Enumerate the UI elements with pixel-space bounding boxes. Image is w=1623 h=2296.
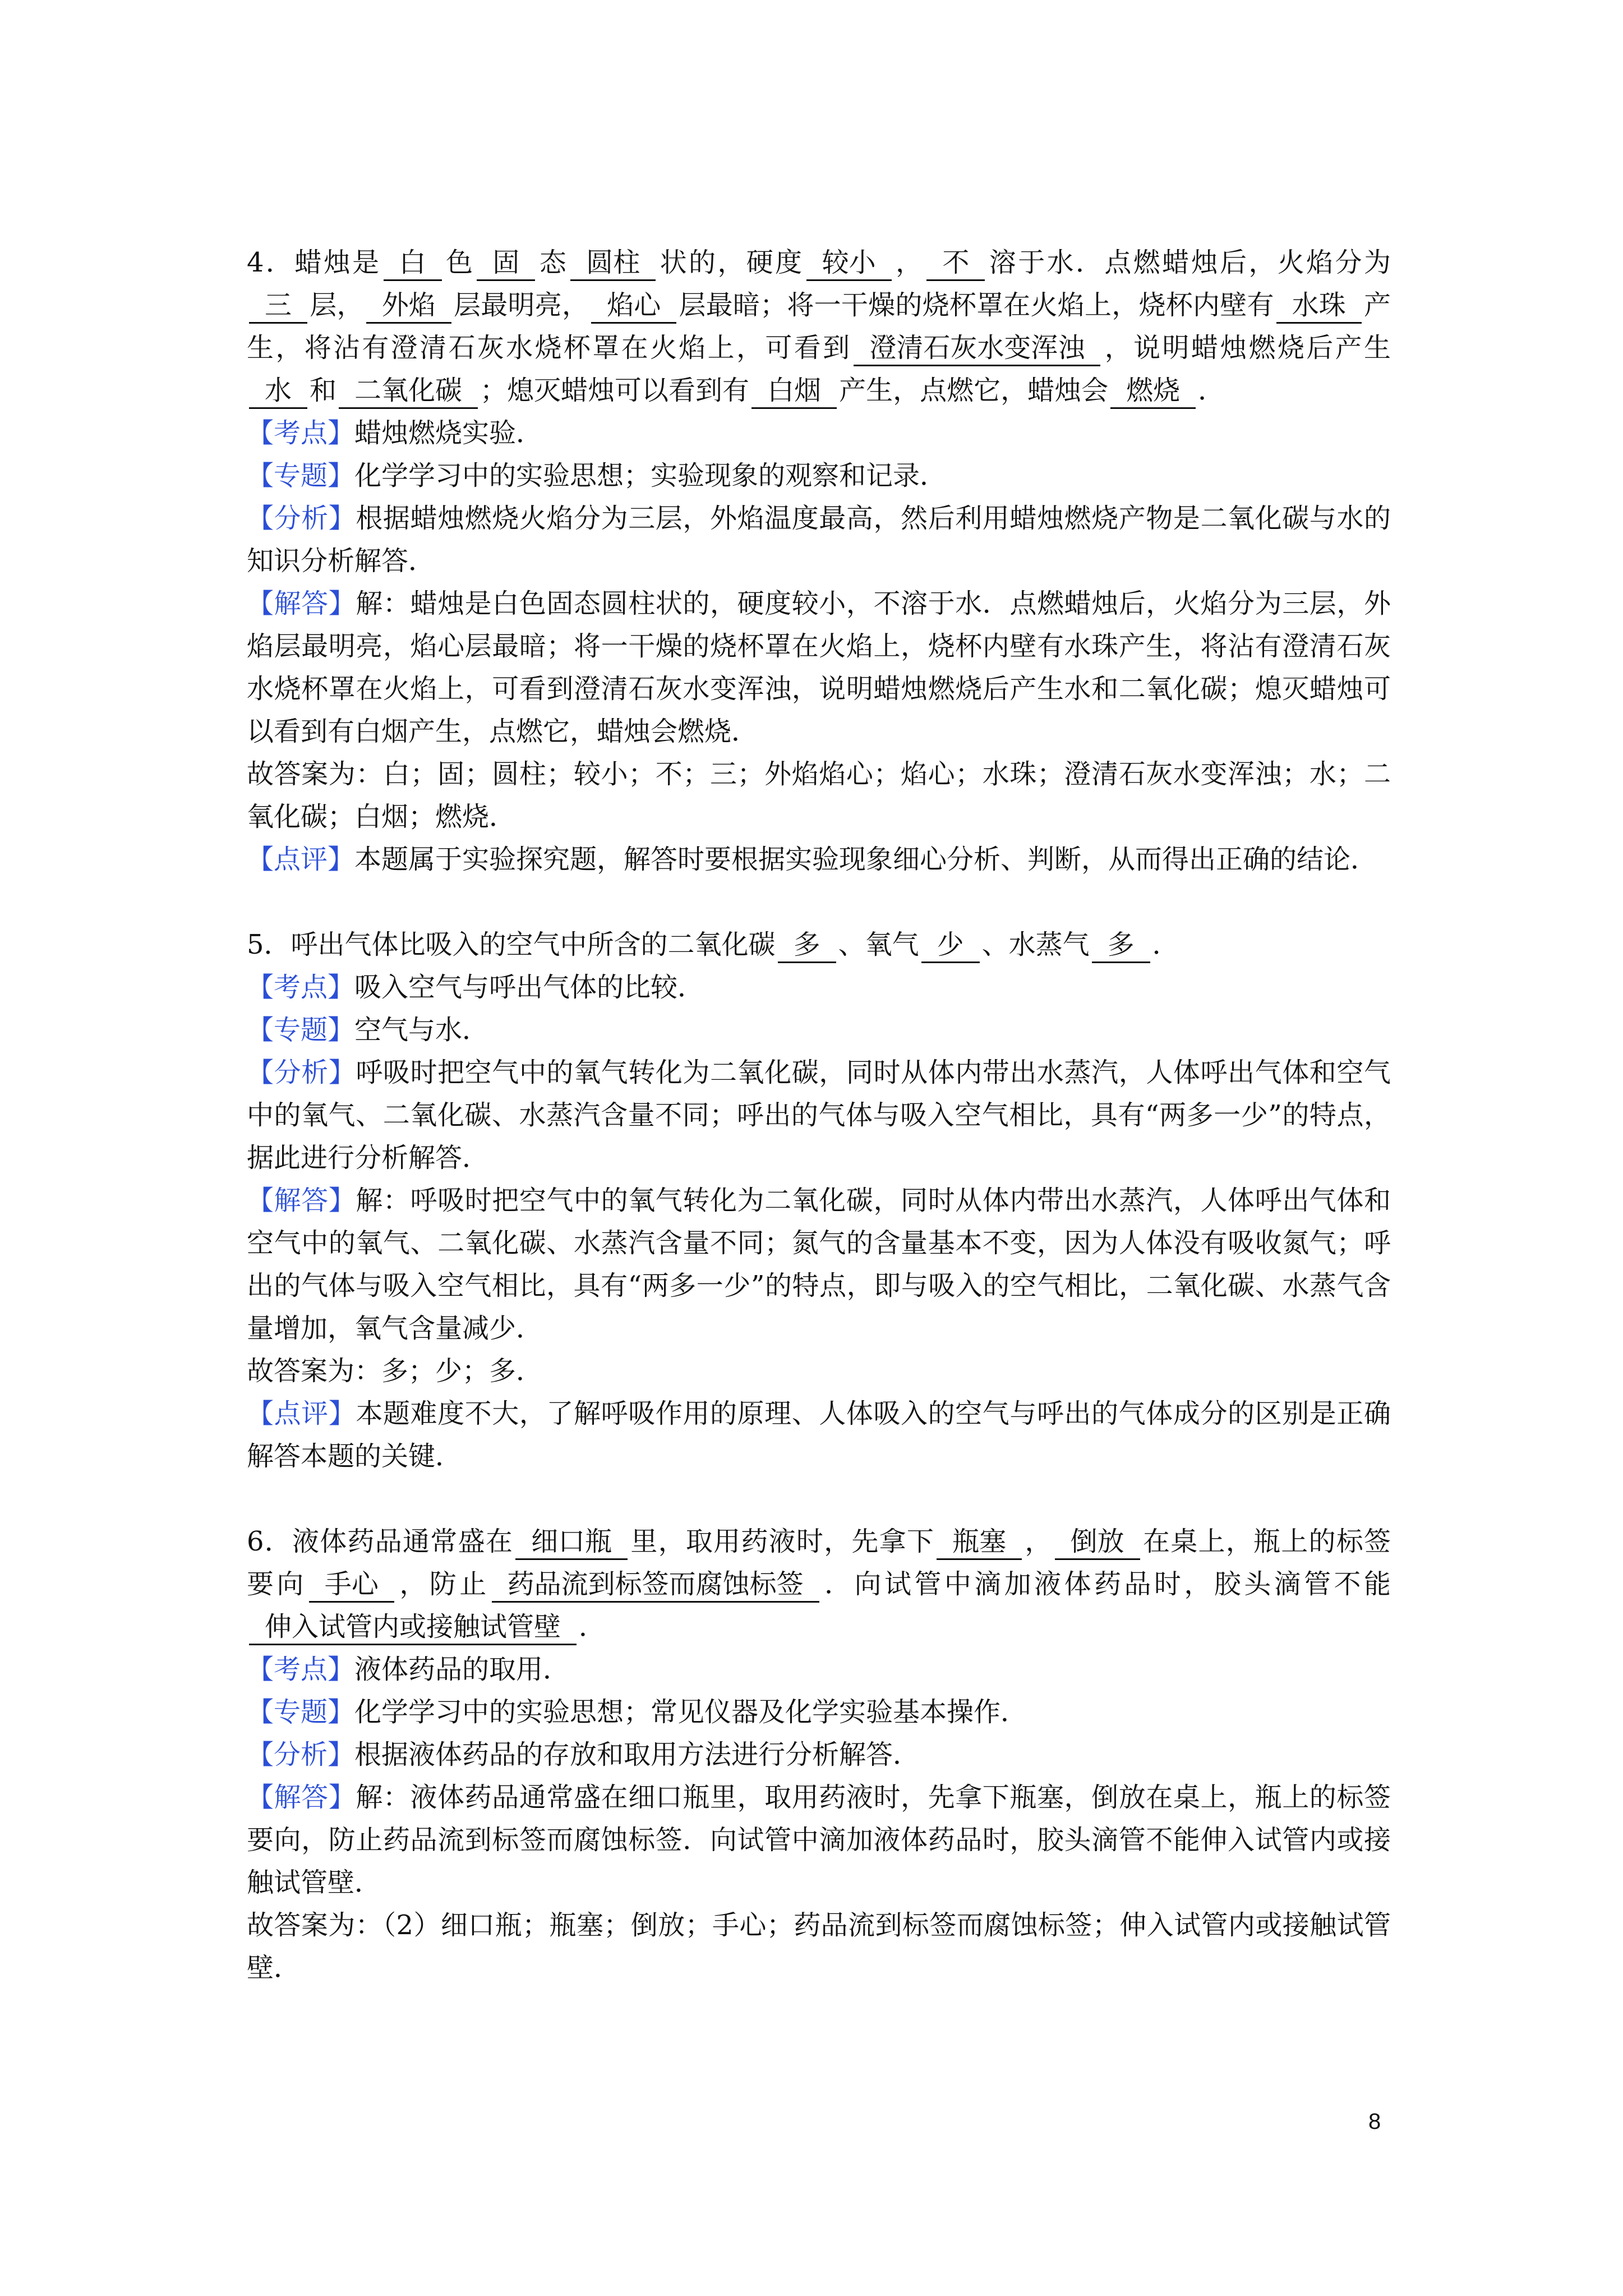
stem-text: 、水蒸气 (981, 929, 1090, 960)
answer-blank: 瓶塞 (937, 1525, 1022, 1560)
stem-text: 、氧气 (838, 929, 919, 960)
question-4 (247, 241, 1391, 881)
page-number: 8 (1368, 2109, 1381, 2134)
question-4-stem (247, 241, 1391, 412)
zhuanti-text: 化学学习中的实验思想；实验现象的观察和记录． (354, 460, 947, 491)
answer-blank: 二氧化碳 (339, 374, 478, 409)
dianping-line (247, 838, 1391, 881)
answer-blank: 倒放 (1055, 1525, 1140, 1560)
question-number: 4． (247, 247, 295, 278)
question-5-stem (247, 923, 1391, 966)
answer-blank: 焰心 (591, 288, 676, 324)
dianping-text: 本题属于实验探究题，解答时要根据实验现象细心分析、判断，从而得出正确的结论． (354, 844, 1378, 875)
stem-text: 液体药品通常盛在 (292, 1526, 514, 1557)
answer-line: 故答案为：（2）细口瓶；瓶塞；倒放；手心；药品流到标签而腐蚀标签；伸入试管内或接触试管壁． (247, 1910, 1391, 1984)
jieda-text: 解：蜡烛是白色固态圆柱状的，硬度较小，不溶于水．点燃蜡烛后，火焰分为三层，外焰层最明亮，焰心层最暗；将一干燥的烧杯罩在火焰上，烧杯内壁有水珠产生，将沾有澄清石灰水烧杯罩在火焰上，可看到澄清石灰水变浑浊，说明蜡烛燃烧后产生水和二氧化碳；熄灭蜡烛可以看到有白烟产生，点燃它，蜡烛会燃烧． (247, 588, 1391, 747)
kaodian-tag: 【考点】 (247, 417, 355, 449)
stem-text: ， (1024, 1526, 1053, 1557)
jieda-tag: 【解答】 (247, 588, 356, 619)
stem-text: 层最暗；将一干燥的烧杯罩在火焰上，烧杯内壁有 (679, 289, 1274, 321)
jieda-line (247, 1776, 1391, 1904)
zhuanti-tag: 【专题】 (247, 1696, 355, 1728)
question-6-stem (247, 1520, 1391, 1648)
jieda-line (247, 582, 1391, 753)
answer-blank: 外焰 (366, 288, 451, 324)
stem-text: ， (893, 247, 925, 278)
spacer (247, 881, 1391, 923)
question-number: 6． (247, 1526, 293, 1557)
answer-blank: 细口瓶 (515, 1525, 628, 1560)
stem-text: 里，取用药液时，先拿下 (630, 1526, 935, 1557)
zhuanti-text: 空气与水． (354, 1014, 490, 1046)
document-body (247, 241, 1391, 1989)
answer-blank: 水珠 (1276, 288, 1362, 324)
answer-blank: 多 (1092, 928, 1150, 963)
stem-text: ，防止 (396, 1568, 490, 1600)
stem-text: 产生，将沾有澄清石灰水烧杯罩在火焰上，可看到 (247, 289, 1391, 364)
jieda-line (247, 1179, 1391, 1350)
question-number: 5． (247, 929, 291, 960)
stem-text: 溶于水．点燃蜡烛后，火焰分为 (987, 247, 1391, 278)
answer-blank: 三 (249, 288, 307, 324)
kaodian-line (247, 1648, 1391, 1691)
fenxi-line (247, 1051, 1391, 1179)
kaodian-text: 吸入空气与呼出气体的比较． (354, 972, 705, 1003)
stem-text: 在桌上，瓶上的标签要向 (247, 1526, 1391, 1600)
zhuanti-line (247, 1009, 1391, 1051)
stem-text: ． (1198, 375, 1225, 406)
answer-line: 故答案为：多；少；多． (247, 1355, 543, 1387)
stem-text: 产生，点燃它，蜡烛会 (839, 375, 1109, 406)
stem-text: 层， (310, 289, 364, 321)
kaodian-line (247, 412, 1391, 454)
answer-blank: 手心 (309, 1567, 394, 1603)
stem-text: ． (579, 1611, 606, 1642)
stem-text: ．向试管中滴加液体药品时，胶头滴管不能 (821, 1568, 1391, 1600)
answer-blank: 燃烧 (1110, 374, 1196, 409)
answer-blank: 多 (778, 928, 836, 963)
answer-blank: 白 (384, 246, 442, 281)
answer-blank: 圆柱 (570, 246, 656, 281)
dianping-text: 本题难度不大，了解呼吸作用的原理、人体吸入的空气与呼出的气体成分的区别是正确解答本题的关键． (247, 1398, 1391, 1472)
answer-blank: 较小 (806, 246, 892, 281)
fenxi-tag: 【分析】 (247, 503, 356, 534)
zhuanti-text: 化学学习中的实验思想；常见仪器及化学实验基本操作． (354, 1696, 1028, 1728)
answer-blank: 少 (921, 928, 980, 963)
fenxi-line (247, 497, 1391, 582)
kaodian-line (247, 966, 1391, 1009)
fenxi-text: 根据液体药品的存放和取用方法进行分析解答． (354, 1739, 920, 1770)
kaodian-text: 蜡烛燃烧实验． (354, 417, 543, 449)
answer-line: 故答案为：白；固；圆柱；较小；不；三；外焰焰心；焰心；水珠；澄清石灰水变浑浊；水；二氧化碳；白烟；燃烧． (247, 758, 1391, 832)
jieda-text: 解：液体药品通常盛在细口瓶里，取用药液时，先拿下瓶塞，倒放在桌上，瓶上的标签要向，防止药品流到标签而腐蚀标签．向试管中滴加液体药品时，胶头滴管不能伸入试管内或接触试管壁． (247, 1782, 1391, 1898)
zhuanti-line (247, 1691, 1391, 1733)
stem-text: ，说明蜡烛燃烧后产生 (1103, 332, 1391, 364)
kaodian-tag: 【考点】 (247, 1654, 355, 1685)
zhuanti-line (247, 454, 1391, 497)
jieda-tag: 【解答】 (247, 1185, 356, 1216)
stem-text: 呼出气体比吸入的空气中所含的二氧化碳 (291, 929, 776, 960)
stem-text: 和 (310, 375, 337, 406)
dianping-tag: 【点评】 (247, 844, 355, 875)
stem-text: ；熄灭蜡烛可以看到有 (480, 375, 750, 406)
fenxi-line (247, 1733, 1391, 1776)
answer-blank: 固 (477, 246, 535, 281)
dianping-tag: 【点评】 (247, 1398, 356, 1429)
stem-text: ． (1152, 929, 1179, 960)
stem-text: 蜡烛是 (294, 247, 381, 278)
stem-text: 态 (537, 247, 569, 278)
stem-text: 状的，硬度 (658, 247, 804, 278)
answer-blank: 澄清石灰水变浑浊 (854, 331, 1100, 366)
zhuanti-tag: 【专题】 (247, 460, 355, 491)
answer-blank: 伸入试管内或接触试管壁 (249, 1610, 577, 1645)
zhuanti-tag: 【专题】 (247, 1014, 355, 1046)
fenxi-tag: 【分析】 (247, 1739, 355, 1770)
answer-blank: 水 (249, 374, 307, 409)
question-6 (247, 1520, 1391, 1989)
stem-text: 层最明亮， (453, 289, 589, 321)
kaodian-tag: 【考点】 (247, 972, 355, 1003)
answer-blank: 白烟 (751, 374, 837, 409)
kaodian-text: 液体药品的取用． (354, 1654, 570, 1685)
stem-text: 色 (444, 247, 475, 278)
spacer (247, 1478, 1391, 1520)
answer-blank: 药品流到标签而腐蚀标签 (492, 1567, 819, 1603)
fenxi-tag: 【分析】 (247, 1057, 356, 1088)
dianping-line (247, 1392, 1391, 1478)
fenxi-text: 呼吸时把空气中的氧气转化为二氧化碳，同时从体内带出水蒸汽，人体呼出气体和空气中的氧气、二氧化碳、水蒸汽含量不同；呼出的气体与吸入空气相比，具有“两多一少”的特点，据此进行分析解答． (247, 1057, 1391, 1174)
jieda-tag: 【解答】 (247, 1782, 356, 1813)
fenxi-text: 根据蜡烛燃烧火焰分为三层，外焰温度最高，然后利用蜡烛燃烧产物是二氧化碳与水的知识分析解答． (247, 503, 1391, 577)
question-5 (247, 923, 1391, 1478)
jieda-text: 解：呼吸时把空气中的氧气转化为二氧化碳，同时从体内带出水蒸汽，人体呼出气体和空气中的氧气、二氧化碳、水蒸汽含量不同；氮气的含量基本不变，因为人体没有吸收氮气；呼出的气体与吸入空气相比，具有“两多一少”的特点，即与吸入的空气相比，二氧化碳、水蒸气含量增加，氧气含量减少． (247, 1185, 1391, 1344)
answer-blank: 不 (926, 246, 985, 281)
